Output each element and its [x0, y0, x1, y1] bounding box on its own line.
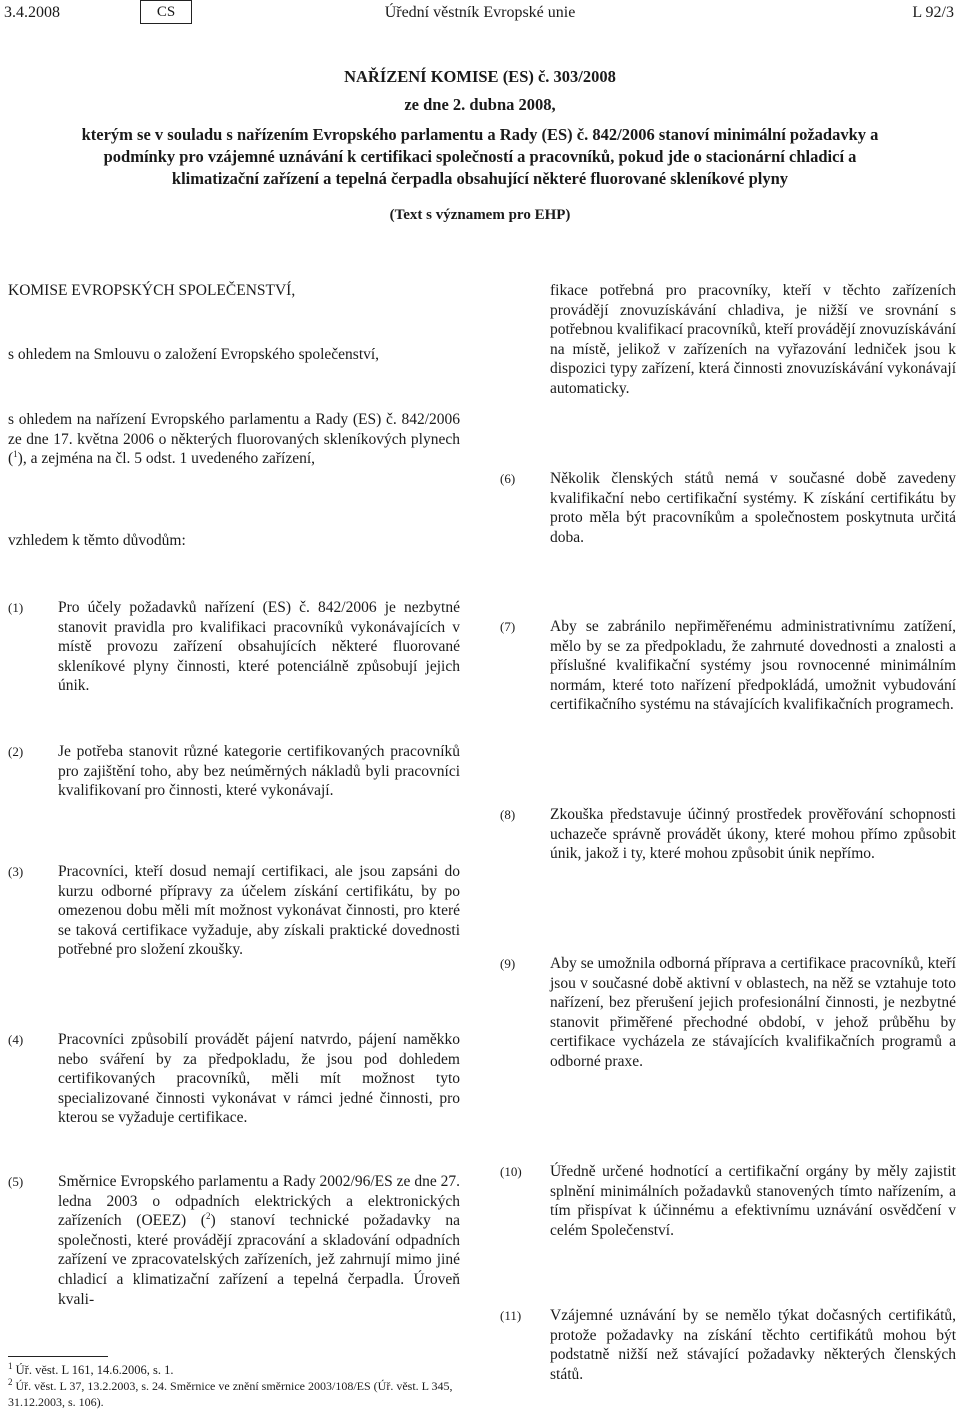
preamble-treaty-text: s ohledem na Smlouvu o založení Evropského společenství, [8, 346, 380, 363]
recital-5-text-a: Směrnice Evropského parlamentu a Rady 2002/96/ES ze dne 27. ledna 2003 o odpadních elektrických a elektronických zařízeních (OEEZ) ( [58, 1173, 460, 1230]
footnote-text: Úř. věst. L 161, 14.6.2006, s. 1. [15, 1363, 174, 1377]
recital-7 [500, 617, 956, 715]
recital-text: Vzájemné uznávání by se nemělo týkat dočasných certifikátů, protože požadavky na získání těchto certifikátů mohou být podstatně nižší než stávající požadavky některých členských států. [550, 1307, 956, 1383]
recital-5 [8, 1172, 460, 1309]
recital-text [58, 1172, 460, 1309]
recital-number: (6) [500, 471, 516, 486]
recital-number: (11) [500, 1308, 522, 1323]
recital-number: (7) [500, 619, 516, 634]
recital-2 [8, 742, 460, 801]
recital-text: Zkouška představuje účinný prostředek prověřování schopnosti uchazeče správně provádět úkony, které mohou přímo způsobit únik, jakož i ty, které mohou způsobit únik nepřímo. [550, 806, 956, 863]
footnote-mark: 1 [8, 1360, 13, 1371]
recital-number: (3) [8, 864, 24, 879]
recital-text: Pracovníci způsobilí provádět pájení natvrdo, pájení naměkko nebo sváření by za předpokladu, že jsou pod dohledem certifikovaných pracovníků, měli mít možnost tyto specializované činnosti vykonávat v rámci jedné činnosti, pro kterou se vyžaduje certifikace. [58, 1031, 460, 1127]
recital-text: Pracovníci, kteří dosud nemají certifikaci, ale jsou zapsáni do kurzu odborné přípravy za účelem získání certifikátu, by po omezenou dobu měli mít možnost vykonávat činnosti, pro které se taková certifikace vyžaduje, aby získali praktické dovednosti potřebné pro složení zkoušky. [58, 863, 460, 959]
language-badge: CS [140, 0, 192, 24]
preamble-treaty [8, 345, 460, 365]
recital-number: (4) [8, 1032, 24, 1047]
regulation-title-block [60, 66, 900, 226]
preamble-regulation-text-b: ), a zejména na čl. 5 odst. 1 uvedeného zařízení, [17, 450, 316, 468]
preamble-regulation [8, 410, 460, 469]
eea-relevance: (Text s významem pro EHP) [389, 207, 571, 223]
recital-number: (8) [500, 807, 516, 822]
preamble-regulation-text-a: s ohledem na nařízení Evropského parlamentu a Rady (ES) č. 842/2006 ze dne 17. května 2006 o některých fluorovaných skleníkových plynech ( [8, 411, 460, 468]
preamble-whereas: vzhledem k těmto důvodům: [8, 532, 186, 549]
journal-title: Úřední věstník Evropské unie [384, 4, 576, 21]
recital-9 [500, 954, 956, 1072]
footnote-ref-2[interactable]: 2 [205, 1211, 211, 1222]
recital-5-text-b: ) stanoví technické požadavky na společnosti, které provádějí zpracování a skladování odpadních zařízení ve zpracovatelských zařízeních, jež zahrnují mimo jiné chladicí a klimatizační zařízení a tepelná čerpadla. Úroveň kvali- [58, 1212, 460, 1308]
recital-3 [8, 862, 460, 960]
recital-text: Pro účely požadavků nařízení (ES) č. 842/2006 je nezbytné stanovit pravidla pro kvalifikaci pracovníků vykonávajících v místě provozu zařízení obsahujících některé fluorované skleníkové plyny činnosti, které potenciálně způsobují jejich únik. [58, 599, 460, 695]
recital-5-continuation: fikace potřebná pro pracovníky, kteří v těchto zařízeních provádějí znovuzískávání chladiva, je nižší ve srovnání s potřebnou kvalifikací pracovníků, kteří provádějí znovuzískávání na místě, jelikož v zařízeních na vyřazování ledniček jsou k dispozici typy zařízení, která činnosti znovuzískávání vykonávají automaticky. [550, 282, 956, 397]
recital-6 [500, 469, 956, 547]
footnote-separator [8, 1356, 108, 1357]
regulation-date: ze dne 2. dubna 2008, [404, 95, 556, 114]
footnote-mark: 2 [8, 1377, 13, 1387]
footnote-1 [8, 1362, 460, 1378]
recital-number: (5) [8, 1174, 24, 1189]
preamble-commission: KOMISE EVROPSKÝCH SPOLEČENSTVÍ, [8, 282, 296, 299]
recital-text: Několik členských států nemá v současné době zavedeny kvalifikační nebo certifikační systémy. K získání certifikátu by proto měla být pracovníkům a společnostem poskytnuta určitá doba. [550, 470, 956, 546]
publication-date: 3.4.2008 [4, 4, 60, 21]
page-header [0, 0, 960, 26]
recital-number: (2) [8, 744, 24, 759]
footnote-ref-1[interactable]: 1 [13, 449, 18, 460]
recital-number: (9) [500, 956, 516, 971]
recital-text: Aby se umožnila odborná příprava a certifikace pracovníků, kteří jsou v současné době aktivní v oblastech, na něž se vztahuje toto nařízení, bez přerušení jejich profesionální činnosti, je nezbytné stanovit přiměřené přechodné období, v jehož průběhu by certifikace vycházela ze stávajících kvalifikačních programů a odborné praxe. [550, 955, 956, 1070]
recital-11 [500, 1306, 956, 1384]
regulation-number: NAŘÍZENÍ KOMISE (ES) č. 303/2008 [344, 67, 616, 86]
footnote-text: Úř. věst. L 37, 13.2.2003, s. 24. Směrnice ve znění směrnice 2003/108/ES (Úř. věst. L 345, 31.12.2003, s. 106). [8, 1379, 453, 1409]
recital-text: Úředně určené hodnotící a certifikační orgány by měly zajistit splnění minimálních požadavků stanovených tímto nařízením, a tím přispívat k účinnému a efektivnímu uznávání osvědčení v celém Společenství. [550, 1163, 956, 1239]
recital-10 [500, 1162, 956, 1240]
recital-4 [8, 1030, 460, 1128]
recital-number: (1) [8, 600, 24, 615]
footnote-2 [8, 1378, 460, 1410]
page-number: L 92/3 [912, 4, 954, 21]
regulation-subject: kterým se v souladu s nařízením Evropského parlamentu a Rady (ES) č. 842/2006 stanoví minimální požadavky a podmínky pro vzájemné uznávání k certifikaci společností a pracovníků, pokud jde o stacionární chladicí a klimatizační zařízení a tepelná čerpadla obsahující některé fluorované skleníkové plyny [81, 125, 879, 188]
recital-1 [8, 598, 460, 696]
recital-text: Aby se zabránilo nepřiměřenému administrativnímu zatížení, mělo by se za předpokladu, že zahrnuté dovednosti a znalosti a příslušné kvalifikační systémy jsou rovnocenné minimálním normám, které toto nařízení předpokládá, umožnit vybudování certifikačního systému na stávajících kvalifikačních programech. [550, 618, 956, 714]
recital-text: Je potřeba stanovit různé kategorie certifikovaných pracovníků pro zajištění toho, aby bez neúměrných nákladů byli pracovníci kvalifikovaní pro činnosti, které vykonávají. [58, 743, 460, 800]
recital-number: (10) [500, 1164, 522, 1179]
recital-8 [500, 805, 956, 864]
